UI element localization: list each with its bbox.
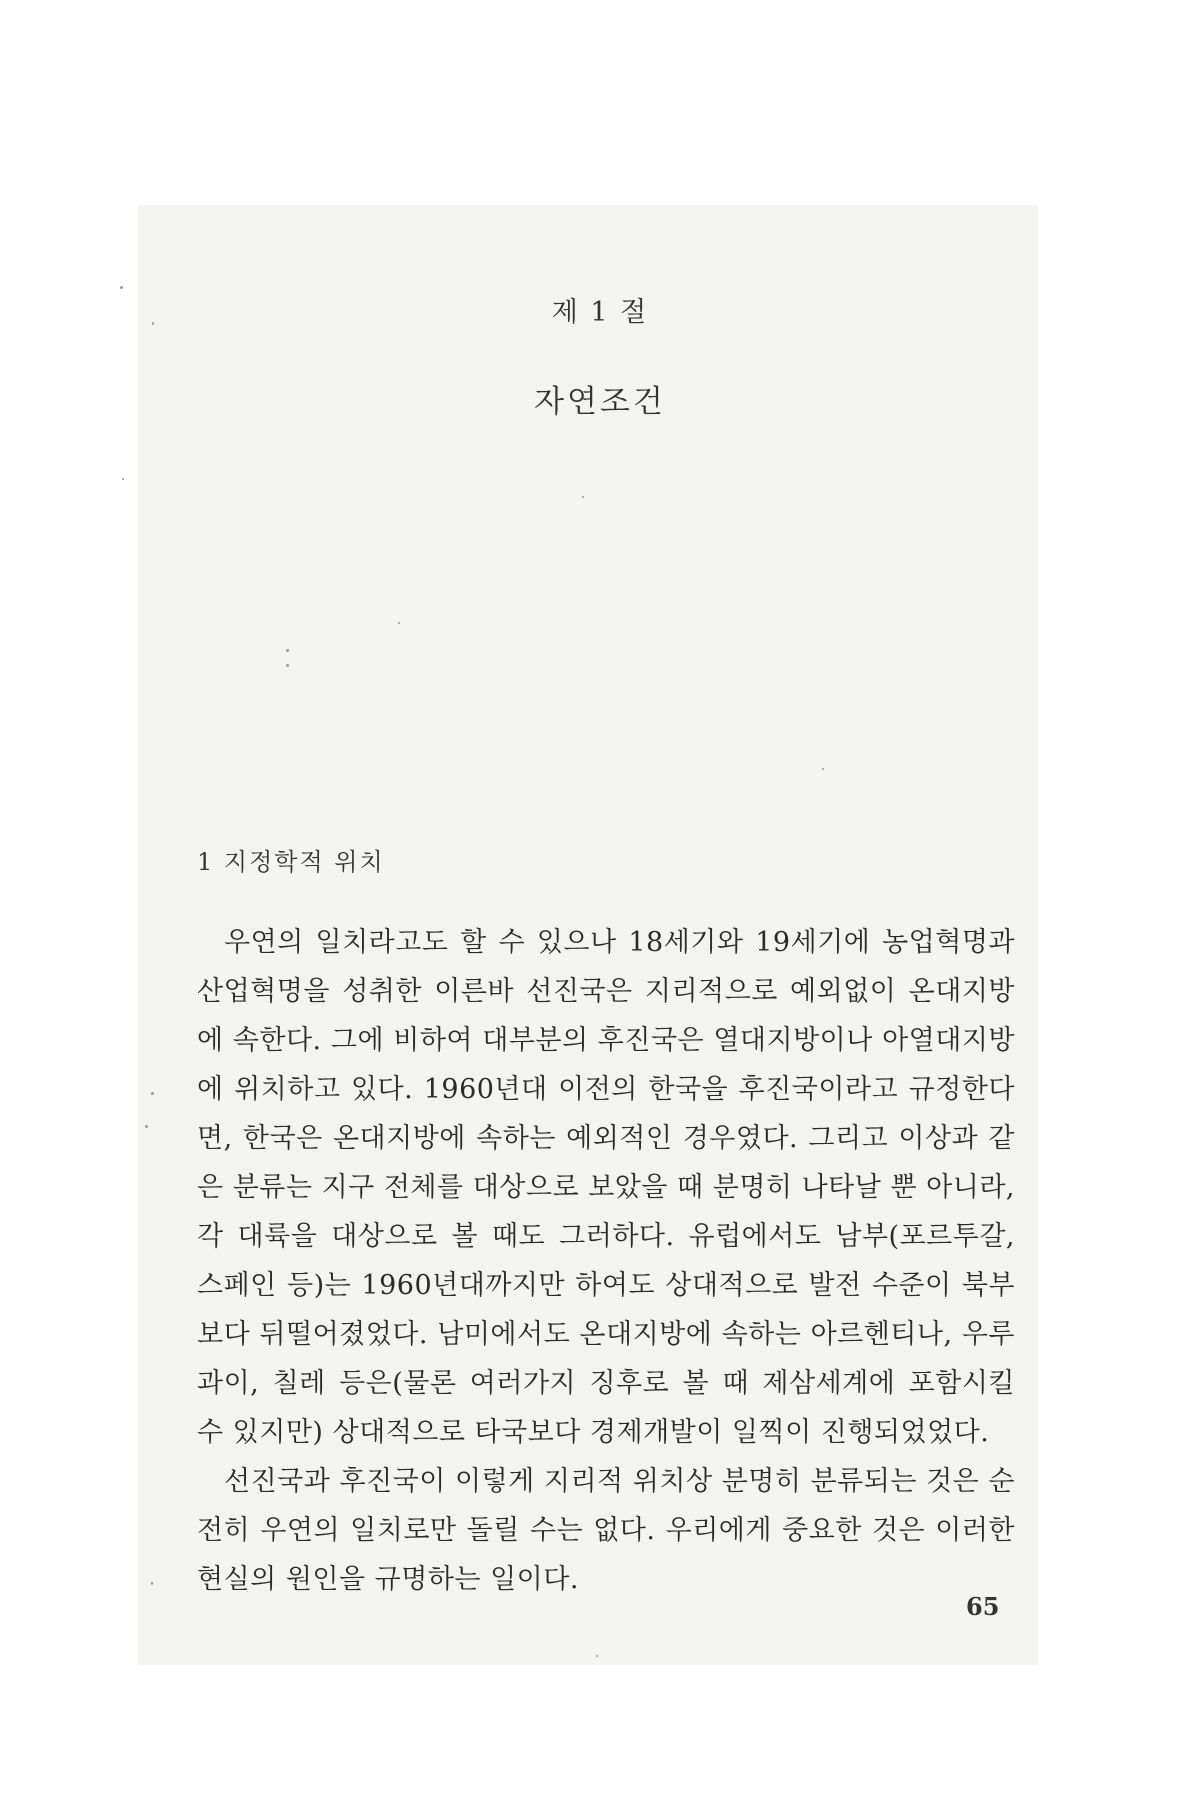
scan-speck bbox=[151, 1582, 153, 1585]
scan-speck bbox=[145, 1125, 148, 1128]
scan-speck bbox=[582, 496, 584, 498]
body-text bbox=[197, 918, 1015, 1604]
paragraph: 선진국과 후진국이 이렇게 지리적 위치상 분명히 분류되는 것은 순전히 우연의 일치로만 돌릴 수는 없다. 우리에게 중요한 것은 이러한 현실의 원인을 규명하는 일이다. bbox=[197, 1466, 1015, 1595]
paragraph: 우연의 일치라고도 할 수 있으나 18세기와 19세기에 농업혁명과 산업혁명을 성취한 이른바 선진국은 지리적으로 예외없이 온대지방에 속한다. 그에 비하여 대부분의 후진국은 열대지방이나 아열대지방에 위치하고 있다. 1960년대 이전의 한국을 후진국이라고 규정한다면, 한국은 온대지방에 속하는 예외적인 경우였다. 그리고 이상과 같은 분류는 지구 전체를 대상으로 보았을 때 분명히 나타날 뿐 아니라, 각 대륙을 대상으로 볼 때도 그러하다. 유럽에서도 남부(포르투갈, 스페인 등)는 1960년대까지만 하여도 상대적으로 발전 수준이 북부보다 뒤떨어졌었다. 남미에서도 온대지방에 속하는 아르헨티나, 우루과이, 칠레 등은(물론 여러가지 징후로 볼 때 제삼세계에 포함시킬 수 있지만) 상대적으로 타국보다 경제개발이 일찍이 진행되었었다. bbox=[197, 927, 1015, 1448]
scan-speck bbox=[398, 622, 400, 624]
page-number: 65 bbox=[966, 1592, 1000, 1621]
scan-speck bbox=[120, 286, 123, 289]
subsection-heading: 1 지정학적 위치 bbox=[197, 848, 385, 876]
scan-speck bbox=[286, 649, 289, 652]
section-title: 자연조건 bbox=[534, 384, 666, 420]
scan-speck bbox=[286, 664, 289, 667]
scan-speck bbox=[822, 768, 824, 770]
scan-speck bbox=[596, 1655, 598, 1657]
scan-speck bbox=[122, 478, 124, 480]
scan-speck bbox=[151, 1092, 154, 1095]
section-label: 제 1 절 bbox=[551, 297, 649, 328]
